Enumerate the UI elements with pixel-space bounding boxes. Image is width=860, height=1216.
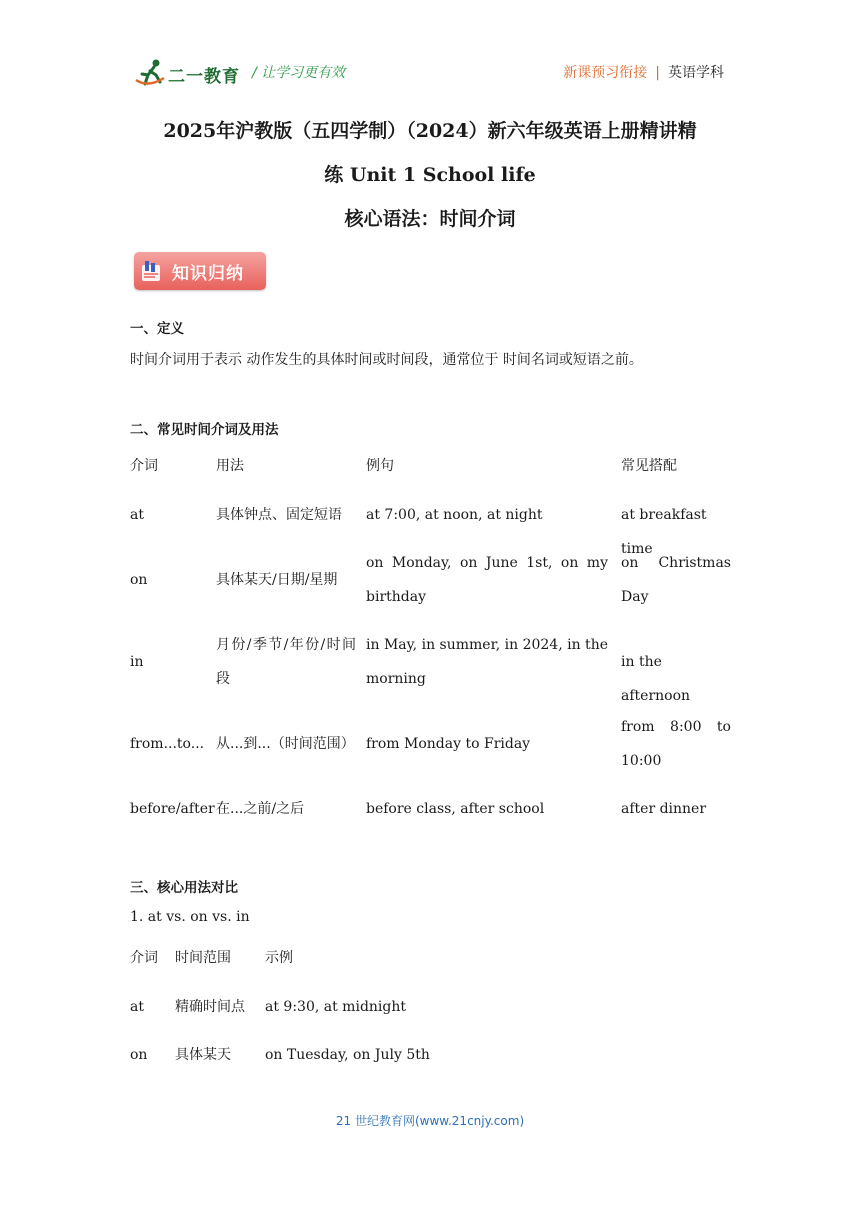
badge-label: 知识归纳 [172, 264, 244, 284]
table-cell: 从...到...（时间范围） [216, 736, 355, 752]
table-cell: 具体钟点、固定短语 [216, 507, 342, 523]
book-icon [140, 259, 162, 283]
table1-header-usage: 用法 [216, 458, 244, 474]
table-cell: from Monday to Friday [366, 736, 531, 752]
knowledge-summary-badge [134, 252, 266, 290]
document-title-line3: 核心语法：时间介词 [344, 208, 516, 230]
section2-heading: 二、常见时间介词及用法 [130, 422, 279, 438]
section1-text: 时间介词用于表示 动作发生的具体时间或时间段，通常位于 时间名词或短语之前。 [130, 352, 643, 368]
table-row: from...to... [130, 736, 205, 752]
logo [134, 58, 246, 88]
table1-header-preposition: 介词 [130, 458, 158, 474]
table-cell: from 8:00 to 10:00 [621, 719, 731, 769]
document-title-line2: 练 Unit 1 School life [324, 164, 536, 186]
table-row: on [130, 1047, 148, 1063]
table-cell: at breakfast time [621, 507, 707, 557]
header-right-title: 新课预习衔接 [563, 65, 648, 81]
table-cell: 月份/季节/年份/时间段 [216, 637, 356, 687]
table-cell: before class, after school [366, 801, 545, 817]
header-slogan: / 让学习更有效 [252, 65, 346, 81]
page-footer: 21 世纪教育网(www.21cnjy.com) [335, 1114, 525, 1128]
table2-header-preposition: 介词 [130, 950, 158, 966]
table1-header-example: 例句 [366, 458, 394, 474]
section3-subheading: 1. at vs. on vs. in [130, 909, 250, 925]
header-subject: 英语学科 [668, 65, 724, 81]
table-cell: on Tuesday, on July 5th [265, 1047, 430, 1063]
table-cell: at 9:30, at midnight [265, 999, 406, 1015]
table-cell: after dinner [621, 801, 707, 817]
runner-logo-icon [134, 58, 168, 88]
table-row: on [130, 572, 148, 588]
table-row: at [130, 507, 144, 523]
table-cell: 在...之前/之后 [216, 801, 305, 817]
table-row: at [130, 999, 144, 1015]
table-cell: on Christmas Day [621, 555, 731, 605]
header-separator: | [655, 65, 660, 81]
table-row: before/after [130, 801, 215, 817]
section1-heading: 一、定义 [130, 321, 184, 337]
header-right [563, 62, 724, 82]
table-cell: in May, in summer, in 2024, in the morning [366, 637, 608, 687]
table2-header-example: 示例 [265, 950, 293, 966]
table-cell: 具体某天/日期/星期 [216, 572, 338, 588]
table-cell: 精确时间点 [175, 999, 245, 1015]
table-cell: on Monday, on June 1st, on my birthday [366, 555, 608, 605]
table1-header-collocation: 常见搭配 [621, 458, 677, 474]
table-cell: in the afternoon [621, 654, 691, 704]
table-cell: at 7:00, at noon, at night [366, 507, 543, 523]
logo-text: 二一教育 [168, 67, 240, 87]
table2-header-range: 时间范围 [175, 950, 231, 966]
table-row: in [130, 654, 144, 670]
document-title-line1: 2025年沪教版（五四学制）（2024）新六年级英语上册精讲精 [163, 120, 697, 142]
section3-heading: 三、核心用法对比 [130, 880, 238, 896]
table-cell: 具体某天 [175, 1047, 231, 1063]
